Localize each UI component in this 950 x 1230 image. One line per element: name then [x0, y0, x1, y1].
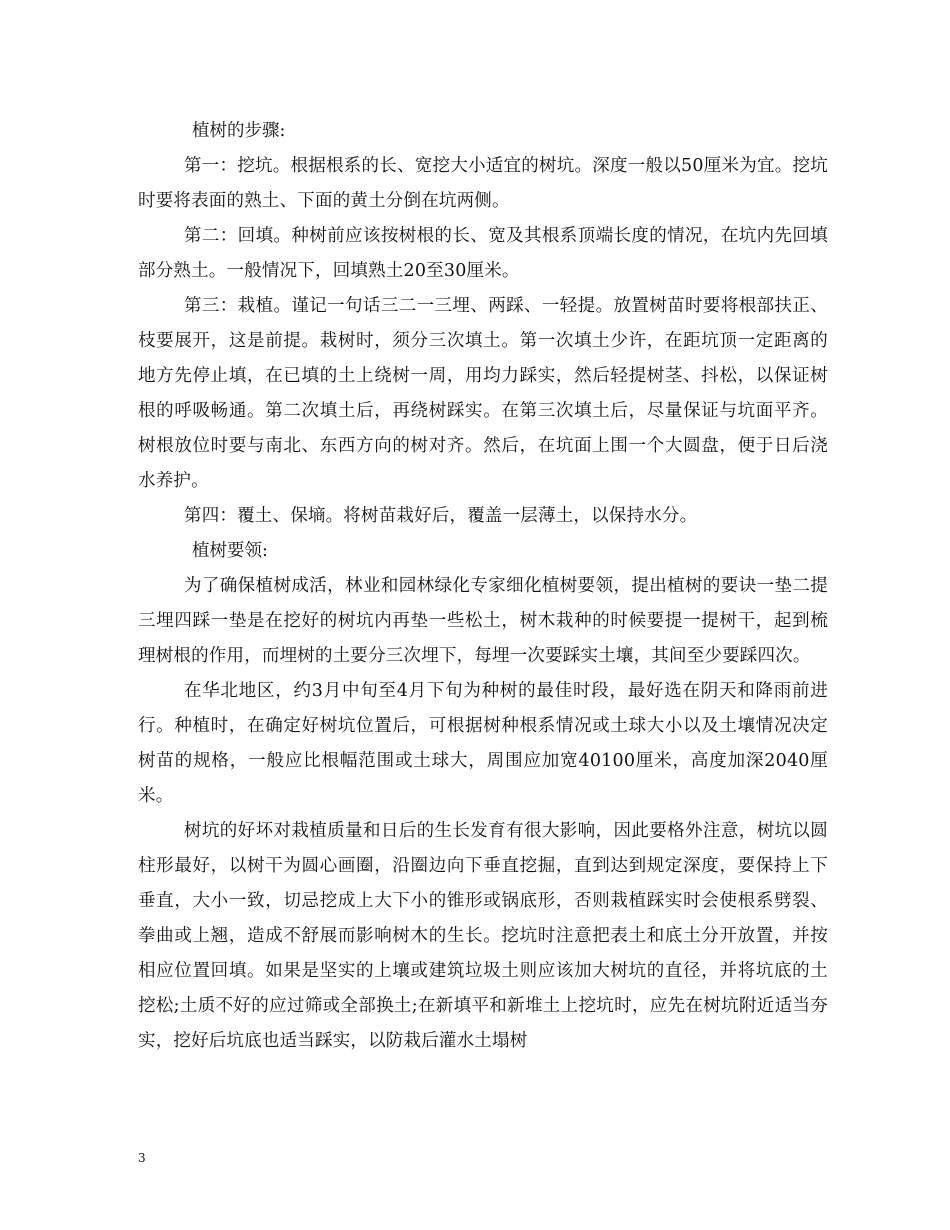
- paragraph-pit-quality: 树坑的好坏对栽植质量和日后的生长发育有很大影响，因此要格外注意，树坑以圆柱形最好，以树干为圆心画圈，沿圈边向下垂直挖掘，直到达到规定深度，要保持上下垂直，大小一致，切忌挖成上大下小的锥形或锅底形，否则栽植踩实时会使根系劈裂、拳曲或上翘，造成不舒展而影响树木的生长。挖坑时注意把表土和底土分开放置，并按相应位置回填。如果是坚实的上壤或建筑垃圾土则应该加大树坑的直径，并将坑底的土挖松;土质不好的应过筛或全部换土;在新填平和新堆土上挖坑时，应先在树坑附近适当夯实，挖好后坑底也适当踩实，以防栽后灌水土塌树: [138, 821, 828, 1051]
- paragraph-essentials: 为了确保植树成活，林业和园林绿化专家细化植树要领，提出植树的要诀一垫二提三埋四踩一垫是在挖好的树坑内再垫一些松土，树木栽种的时候要提一提树干，起到梳理树根的作用，而埋树的土要分三次埋下，每埋一次要踩实土壤，其间至少要踩四次。: [138, 576, 828, 666]
- paragraph-step-one: 第一：挖坑。根据根系的长、宽挖大小适宜的树坑。深度一般以50厘米为宜。挖坑时要将表面的熟土、下面的黄土分倒在坑两侧。: [138, 156, 828, 211]
- document-body: [138, 114, 828, 1059]
- paragraph-step-two: 第二：回填。种树前应该按树根的长、宽及其根系顶端长度的情况，在坑内先回填部分熟土。一般情况下，回填熟土20至30厘米。: [138, 226, 828, 281]
- paragraph-step-three: 第三：栽植。谨记一句话三二一三埋、两踩、一轻提。放置树苗时要将根部扶正、枝要展开，这是前提。栽树时，须分三次填土。第一次填土少许，在距坑顶一定距离的地方先停止填，在已填的土上绕树一周，用均力踩实，然后轻提树茎、抖松，以保证树根的呼吸畅通。第二次填土后，再绕树踩实。在第三次填土后，尽量保证与坑面平齐。树根放位时要与南北、东西方向的树对齐。然后，在坑面上围一个大圆盘，便于日后浇水养护。: [138, 296, 828, 491]
- paragraph-timing: 在华北地区，约3月中旬至4月下旬为种树的最佳时段，最好选在阴天和降雨前进行。种植时，在确定好树坑位置后，可根据树种根系情况或土球大小以及土壤情况决定树苗的规格，一般应比根幅范围或土球大，周围应加宽40100厘米，高度加深2040厘米。: [138, 681, 828, 806]
- page-number: 3: [138, 1151, 146, 1165]
- section-heading-steps: 植树的步骤:: [192, 121, 286, 141]
- paragraph-step-four: 第四：覆土、保墒。将树苗栽好后，覆盖一层薄土，以保持水分。: [184, 506, 698, 526]
- section-heading-essentials: 植树要领:: [192, 541, 268, 561]
